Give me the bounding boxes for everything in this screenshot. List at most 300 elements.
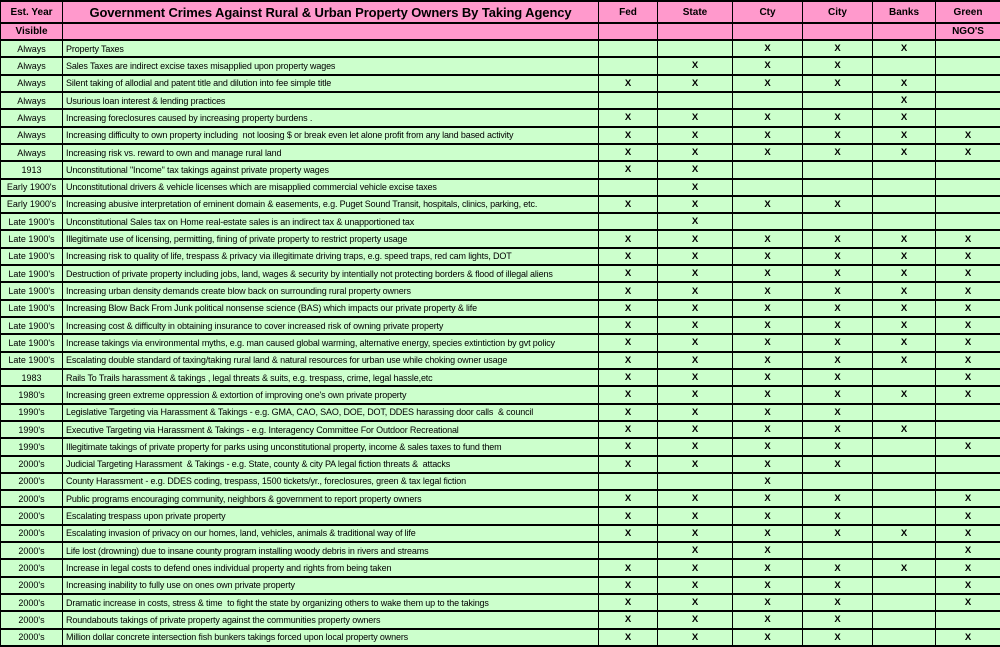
mark-empty-cell xyxy=(873,456,936,473)
mark-x-cell: X xyxy=(658,421,733,438)
table-row xyxy=(1,40,1000,57)
mark-x-cell: X xyxy=(803,75,873,92)
mark-x-cell: X xyxy=(873,421,936,438)
empty-header-cell xyxy=(803,23,873,40)
mark-x-cell: X xyxy=(658,127,733,144)
mark-x-cell: X xyxy=(658,594,733,611)
mark-x-cell: X xyxy=(936,248,1000,265)
mark-empty-cell xyxy=(803,473,873,490)
mark-empty-cell xyxy=(873,161,936,178)
row-year-cell: Early 1900's xyxy=(1,179,63,196)
mark-x-cell: X xyxy=(599,611,658,628)
table-body xyxy=(1,40,1000,646)
mark-empty-cell xyxy=(658,92,733,109)
mark-x-cell: X xyxy=(733,542,803,559)
visible-header: Visible xyxy=(1,23,63,40)
row-description-cell: Dramatic increase in costs, stress & time to fight the state by organizing others to wake them up to the takings xyxy=(63,594,599,611)
mark-x-cell: X xyxy=(599,525,658,542)
mark-x-cell: X xyxy=(803,404,873,421)
mark-x-cell: X xyxy=(873,75,936,92)
row-year-cell: Always xyxy=(1,75,63,92)
mark-empty-cell xyxy=(936,161,1000,178)
row-description-cell: Increasing abusive interpretation of eminent domain & easements, e.g. Puget Sound Transit, hospitals, clinics, parking, etc. xyxy=(63,196,599,213)
mark-x-cell: X xyxy=(936,352,1000,369)
row-year-cell: Always xyxy=(1,92,63,109)
mark-x-cell: X xyxy=(658,282,733,299)
mark-x-cell: X xyxy=(803,196,873,213)
mark-x-cell: X xyxy=(936,542,1000,559)
mark-x-cell: X xyxy=(873,386,936,403)
mark-x-cell: X xyxy=(803,490,873,507)
mark-empty-cell xyxy=(936,404,1000,421)
mark-x-cell: X xyxy=(733,144,803,161)
est-year-header: Est. Year xyxy=(1,1,63,23)
mark-x-cell: X xyxy=(803,230,873,247)
mark-x-cell: X xyxy=(873,265,936,282)
mark-x-cell: X xyxy=(733,404,803,421)
mark-x-cell: X xyxy=(599,265,658,282)
row-year-cell: Late 1900's xyxy=(1,352,63,369)
mark-x-cell: X xyxy=(936,300,1000,317)
mark-x-cell: X xyxy=(803,57,873,74)
mark-x-cell: X xyxy=(803,386,873,403)
mark-x-cell: X xyxy=(658,438,733,455)
mark-x-cell: X xyxy=(658,577,733,594)
mark-x-cell: X xyxy=(599,317,658,334)
mark-x-cell: X xyxy=(803,317,873,334)
row-description-cell: Unconstitutional "Income" tax takings against private property wages xyxy=(63,161,599,178)
mark-x-cell: X xyxy=(599,161,658,178)
mark-x-cell: X xyxy=(658,161,733,178)
mark-x-cell: X xyxy=(733,248,803,265)
table-row xyxy=(1,594,1000,611)
mark-x-cell: X xyxy=(936,386,1000,403)
table-row xyxy=(1,611,1000,628)
row-year-cell: Always xyxy=(1,144,63,161)
mark-x-cell: X xyxy=(733,507,803,524)
mark-x-cell: X xyxy=(599,577,658,594)
table-row xyxy=(1,542,1000,559)
mark-x-cell: X xyxy=(803,40,873,57)
mark-x-cell: X xyxy=(658,629,733,646)
mark-empty-cell xyxy=(936,421,1000,438)
row-description-cell: Million dollar concrete intersection fish bunkers takings forced upon local property owners xyxy=(63,629,599,646)
mark-x-cell: X xyxy=(658,611,733,628)
header-row-main xyxy=(1,1,1000,23)
mark-empty-cell xyxy=(873,542,936,559)
mark-empty-cell xyxy=(873,369,936,386)
table-row xyxy=(1,456,1000,473)
row-year-cell: Late 1900's xyxy=(1,300,63,317)
mark-x-cell: X xyxy=(733,300,803,317)
mark-empty-cell xyxy=(599,542,658,559)
row-year-cell: 1990's xyxy=(1,421,63,438)
mark-empty-cell xyxy=(873,404,936,421)
row-description-cell: Legislative Targeting via Harassment & Takings - e.g. GMA, CAO, SAO, DOE, DOT, DDES harassing door calls & council xyxy=(63,404,599,421)
mark-x-cell: X xyxy=(803,127,873,144)
row-description-cell: Illegitimate takings of private property for parks using unconstitutional property, income & sales taxes to fund them xyxy=(63,438,599,455)
mark-empty-cell xyxy=(936,179,1000,196)
row-year-cell: 2000's xyxy=(1,473,63,490)
mark-x-cell: X xyxy=(658,196,733,213)
table-row xyxy=(1,629,1000,646)
mark-x-cell: X xyxy=(733,265,803,282)
empty-header-cell xyxy=(733,23,803,40)
table-row xyxy=(1,282,1000,299)
mark-x-cell: X xyxy=(936,629,1000,646)
mark-empty-cell xyxy=(936,57,1000,74)
row-description-cell: Unconstitutional drivers & vehicle licenses which are misapplied commercial vehicle excise taxes xyxy=(63,179,599,196)
mark-empty-cell xyxy=(936,213,1000,230)
mark-x-cell: X xyxy=(599,334,658,351)
header-row-sub xyxy=(1,23,1000,40)
mark-x-cell: X xyxy=(599,248,658,265)
mark-x-cell: X xyxy=(733,196,803,213)
mark-x-cell: X xyxy=(599,75,658,92)
mark-x-cell: X xyxy=(599,230,658,247)
mark-x-cell: X xyxy=(873,109,936,126)
mark-x-cell: X xyxy=(658,542,733,559)
empty-header-cell xyxy=(599,23,658,40)
mark-x-cell: X xyxy=(733,473,803,490)
mark-x-cell: X xyxy=(658,144,733,161)
mark-empty-cell xyxy=(873,196,936,213)
agency-header-cty: Cty xyxy=(733,1,803,23)
mark-x-cell: X xyxy=(733,611,803,628)
row-description-cell: Increasing urban density demands create blow back on surrounding rural property owners xyxy=(63,282,599,299)
mark-x-cell: X xyxy=(658,386,733,403)
mark-x-cell: X xyxy=(803,421,873,438)
mark-x-cell: X xyxy=(733,594,803,611)
mark-empty-cell xyxy=(733,92,803,109)
mark-empty-cell xyxy=(803,161,873,178)
mark-x-cell: X xyxy=(658,456,733,473)
mark-x-cell: X xyxy=(733,57,803,74)
table-row xyxy=(1,109,1000,126)
table-row xyxy=(1,230,1000,247)
mark-x-cell: X xyxy=(936,490,1000,507)
mark-empty-cell xyxy=(936,40,1000,57)
table-row xyxy=(1,386,1000,403)
mark-x-cell: X xyxy=(803,507,873,524)
mark-x-cell: X xyxy=(803,629,873,646)
row-description-cell: Increasing foreclosures caused by increasing property burdens . xyxy=(63,109,599,126)
table-row xyxy=(1,179,1000,196)
mark-empty-cell xyxy=(803,179,873,196)
mark-empty-cell xyxy=(599,179,658,196)
mark-empty-cell xyxy=(873,490,936,507)
row-description-cell: Rails To Trails harassment & takings , legal threats & suits, e.g. trespass, crime, legal hassle,etc xyxy=(63,369,599,386)
mark-x-cell: X xyxy=(803,369,873,386)
mark-x-cell: X xyxy=(658,507,733,524)
row-year-cell: Late 1900's xyxy=(1,334,63,351)
table-row xyxy=(1,473,1000,490)
mark-x-cell: X xyxy=(803,438,873,455)
row-description-cell: Increase in legal costs to defend ones individual property and rights from being taken xyxy=(63,559,599,576)
mark-x-cell: X xyxy=(658,213,733,230)
mark-x-cell: X xyxy=(803,525,873,542)
mark-x-cell: X xyxy=(599,196,658,213)
agency-header-banks: Banks xyxy=(873,1,936,23)
mark-x-cell: X xyxy=(599,629,658,646)
mark-x-cell: X xyxy=(873,317,936,334)
row-year-cell: Early 1900's xyxy=(1,196,63,213)
mark-x-cell: X xyxy=(873,40,936,57)
mark-empty-cell xyxy=(873,629,936,646)
row-description-cell: Executive Targeting via Harassment & Takings - e.g. Interagency Committee For Outdoor Recreational xyxy=(63,421,599,438)
mark-x-cell: X xyxy=(733,438,803,455)
mark-x-cell: X xyxy=(803,594,873,611)
mark-x-cell: X xyxy=(936,438,1000,455)
table-row xyxy=(1,334,1000,351)
mark-x-cell: X xyxy=(936,369,1000,386)
mark-x-cell: X xyxy=(873,230,936,247)
table-row xyxy=(1,161,1000,178)
table-row xyxy=(1,75,1000,92)
row-description-cell: Increasing green extreme oppression & extortion of improving one's own private property xyxy=(63,386,599,403)
row-description-cell: Life lost (drowning) due to insane county program installing woody debris in rivers and streams xyxy=(63,542,599,559)
mark-x-cell: X xyxy=(803,456,873,473)
mark-x-cell: X xyxy=(599,144,658,161)
row-description-cell: Increasing risk to quality of life, trespass & privacy via illegitimate driving traps, e.g. speed traps, red cam lights, DOT xyxy=(63,248,599,265)
mark-x-cell: X xyxy=(733,559,803,576)
mark-x-cell: X xyxy=(658,248,733,265)
row-year-cell: 1980's xyxy=(1,386,63,403)
mark-x-cell: X xyxy=(803,144,873,161)
agency-header-green: Green xyxy=(936,1,1000,23)
mark-empty-cell xyxy=(803,213,873,230)
row-description-cell: Increasing inability to fully use on ones own private property xyxy=(63,577,599,594)
table-row xyxy=(1,300,1000,317)
mark-x-cell: X xyxy=(733,456,803,473)
mark-x-cell: X xyxy=(936,317,1000,334)
mark-x-cell: X xyxy=(733,421,803,438)
mark-x-cell: X xyxy=(873,352,936,369)
ngos-header: NGO'S xyxy=(936,23,1000,40)
row-year-cell: Always xyxy=(1,109,63,126)
row-description-cell: Escalating invasion of privacy on our homes, land, vehicles, animals & traditional way of life xyxy=(63,525,599,542)
mark-empty-cell xyxy=(936,109,1000,126)
mark-x-cell: X xyxy=(733,352,803,369)
row-description-cell: Increasing cost & difficulty in obtaining insurance to cover increased risk of owning private property xyxy=(63,317,599,334)
mark-x-cell: X xyxy=(658,559,733,576)
table-row xyxy=(1,577,1000,594)
mark-empty-cell xyxy=(936,196,1000,213)
mark-empty-cell xyxy=(803,92,873,109)
mark-x-cell: X xyxy=(658,57,733,74)
mark-x-cell: X xyxy=(658,75,733,92)
row-year-cell: Always xyxy=(1,40,63,57)
mark-x-cell: X xyxy=(803,611,873,628)
row-description-cell: Public programs encouraging community, neighbors & government to report property owners xyxy=(63,490,599,507)
mark-x-cell: X xyxy=(658,109,733,126)
mark-x-cell: X xyxy=(803,334,873,351)
row-description-cell: Escalating double standard of taxing/taking rural land & natural resources for urban use while choking owner usage xyxy=(63,352,599,369)
mark-x-cell: X xyxy=(873,525,936,542)
mark-x-cell: X xyxy=(599,352,658,369)
mark-x-cell: X xyxy=(599,109,658,126)
table-row xyxy=(1,490,1000,507)
mark-x-cell: X xyxy=(936,559,1000,576)
mark-empty-cell xyxy=(873,179,936,196)
mark-x-cell: X xyxy=(599,404,658,421)
table-row xyxy=(1,525,1000,542)
row-year-cell: Late 1900's xyxy=(1,265,63,282)
table-row xyxy=(1,369,1000,386)
agency-header-fed: Fed xyxy=(599,1,658,23)
mark-empty-cell xyxy=(733,179,803,196)
table-row xyxy=(1,559,1000,576)
table-row xyxy=(1,57,1000,74)
mark-empty-cell xyxy=(599,473,658,490)
mark-x-cell: X xyxy=(936,507,1000,524)
mark-empty-cell xyxy=(873,473,936,490)
mark-empty-cell xyxy=(873,577,936,594)
mark-x-cell: X xyxy=(936,525,1000,542)
mark-x-cell: X xyxy=(599,456,658,473)
mark-x-cell: X xyxy=(873,92,936,109)
row-year-cell: 1990's xyxy=(1,404,63,421)
row-year-cell: 2000's xyxy=(1,507,63,524)
table-row xyxy=(1,144,1000,161)
row-description-cell: Roundabouts takings of private property against the communities property owners xyxy=(63,611,599,628)
mark-x-cell: X xyxy=(733,230,803,247)
mark-empty-cell xyxy=(658,40,733,57)
table-row xyxy=(1,92,1000,109)
mark-x-cell: X xyxy=(658,179,733,196)
row-year-cell: 2000's xyxy=(1,629,63,646)
row-year-cell: Late 1900's xyxy=(1,230,63,247)
mark-empty-cell xyxy=(599,40,658,57)
row-description-cell: Silent taking of allodial and patent title and dilution into fee simple title xyxy=(63,75,599,92)
row-description-cell: Increase takings via environmental myths, e.g. man caused global warming, alternative energy, species extintiction by gvt policy xyxy=(63,334,599,351)
table-row xyxy=(1,421,1000,438)
mark-x-cell: X xyxy=(936,282,1000,299)
row-year-cell: 1983 xyxy=(1,369,63,386)
table-row xyxy=(1,213,1000,230)
mark-x-cell: X xyxy=(936,127,1000,144)
mark-x-cell: X xyxy=(803,248,873,265)
mark-x-cell: X xyxy=(658,265,733,282)
mark-empty-cell xyxy=(599,92,658,109)
mark-empty-cell xyxy=(936,611,1000,628)
row-year-cell: Late 1900's xyxy=(1,282,63,299)
mark-x-cell: X xyxy=(936,265,1000,282)
mark-x-cell: X xyxy=(803,282,873,299)
row-year-cell: Always xyxy=(1,127,63,144)
row-description-cell: Increasing difficulty to own property including not loosing $ or break even let alone profit from any land based activity xyxy=(63,127,599,144)
mark-empty-cell xyxy=(936,75,1000,92)
row-year-cell: 2000's xyxy=(1,525,63,542)
mark-x-cell: X xyxy=(733,490,803,507)
mark-empty-cell xyxy=(733,213,803,230)
mark-x-cell: X xyxy=(658,334,733,351)
row-description-cell: Increasing risk vs. reward to own and manage rural land xyxy=(63,144,599,161)
mark-x-cell: X xyxy=(599,127,658,144)
mark-x-cell: X xyxy=(803,559,873,576)
mark-x-cell: X xyxy=(733,75,803,92)
mark-x-cell: X xyxy=(658,404,733,421)
mark-empty-cell xyxy=(803,542,873,559)
agency-header-state: State xyxy=(658,1,733,23)
mark-x-cell: X xyxy=(658,369,733,386)
mark-x-cell: X xyxy=(803,109,873,126)
mark-x-cell: X xyxy=(733,282,803,299)
mark-x-cell: X xyxy=(658,525,733,542)
row-year-cell: 2000's xyxy=(1,542,63,559)
mark-x-cell: X xyxy=(599,386,658,403)
row-year-cell: 2000's xyxy=(1,490,63,507)
row-year-cell: 2000's xyxy=(1,577,63,594)
empty-header-cell xyxy=(873,23,936,40)
mark-empty-cell xyxy=(599,57,658,74)
mark-x-cell: X xyxy=(733,525,803,542)
mark-x-cell: X xyxy=(733,317,803,334)
mark-x-cell: X xyxy=(936,594,1000,611)
row-year-cell: 2000's xyxy=(1,594,63,611)
mark-empty-cell xyxy=(599,213,658,230)
table-row xyxy=(1,507,1000,524)
mark-x-cell: X xyxy=(803,265,873,282)
row-description-cell: Increasing Blow Back From Junk political nonsense science (BAS) which impacts our private property & life xyxy=(63,300,599,317)
mark-empty-cell xyxy=(936,456,1000,473)
mark-empty-cell xyxy=(873,57,936,74)
mark-x-cell: X xyxy=(936,334,1000,351)
mark-empty-cell xyxy=(658,473,733,490)
mark-x-cell: X xyxy=(733,40,803,57)
mark-x-cell: X xyxy=(658,300,733,317)
mark-x-cell: X xyxy=(658,352,733,369)
mark-x-cell: X xyxy=(873,282,936,299)
mark-x-cell: X xyxy=(733,334,803,351)
mark-x-cell: X xyxy=(599,421,658,438)
mark-x-cell: X xyxy=(873,248,936,265)
table-row xyxy=(1,248,1000,265)
mark-empty-cell xyxy=(873,594,936,611)
row-year-cell: Late 1900's xyxy=(1,317,63,334)
mark-x-cell: X xyxy=(873,334,936,351)
mark-x-cell: X xyxy=(599,490,658,507)
row-year-cell: 1990's xyxy=(1,438,63,455)
row-description-cell: County Harassment - e.g. DDES coding, trespass, 1500 tickets/yr., foreclosures, green & tax legal fiction xyxy=(63,473,599,490)
mark-empty-cell xyxy=(873,213,936,230)
mark-x-cell: X xyxy=(599,507,658,524)
mark-x-cell: X xyxy=(733,109,803,126)
mark-x-cell: X xyxy=(733,577,803,594)
mark-x-cell: X xyxy=(936,144,1000,161)
row-description-cell: Unconstitutional Sales tax on Home real-estate sales is an indirect tax & unapportioned tax xyxy=(63,213,599,230)
mark-x-cell: X xyxy=(803,577,873,594)
empty-header-cell xyxy=(658,23,733,40)
row-year-cell: Late 1900's xyxy=(1,248,63,265)
row-description-cell: Destruction of private property including jobs, land, wages & security by intentially not protecting borders & flood of illegal aliens xyxy=(63,265,599,282)
mark-x-cell: X xyxy=(733,369,803,386)
mark-x-cell: X xyxy=(733,127,803,144)
mark-x-cell: X xyxy=(599,369,658,386)
row-description-cell: Escalating trespass upon private property xyxy=(63,507,599,524)
mark-x-cell: X xyxy=(658,230,733,247)
mark-x-cell: X xyxy=(733,386,803,403)
mark-x-cell: X xyxy=(599,282,658,299)
mark-empty-cell xyxy=(936,473,1000,490)
mark-x-cell: X xyxy=(599,438,658,455)
mark-x-cell: X xyxy=(599,594,658,611)
mark-x-cell: X xyxy=(873,144,936,161)
mark-x-cell: X xyxy=(599,300,658,317)
mark-x-cell: X xyxy=(873,127,936,144)
page-title: Government Crimes Against Rural & Urban Property Owners By Taking Agency xyxy=(63,1,599,23)
row-description-cell: Usurious loan interest & lending practices xyxy=(63,92,599,109)
